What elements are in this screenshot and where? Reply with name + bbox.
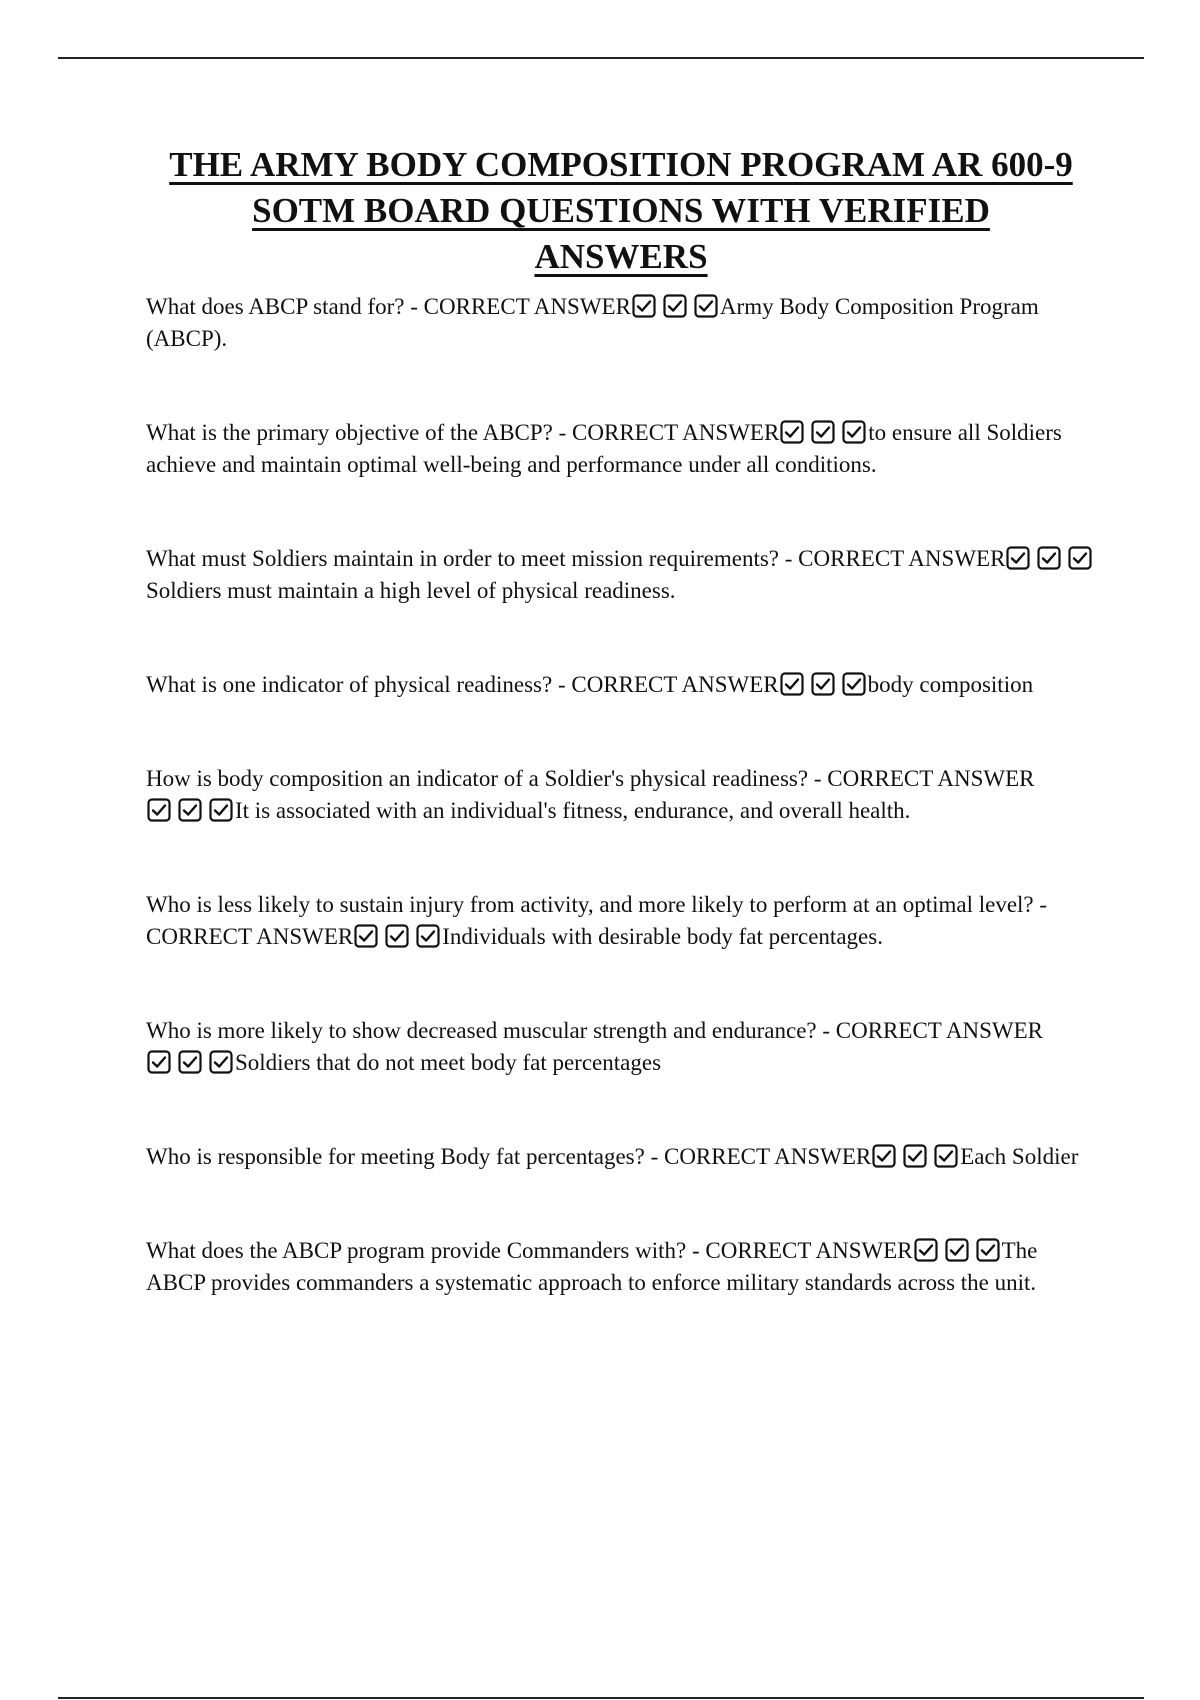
checked-box-icon xyxy=(209,1050,233,1074)
check-marks xyxy=(354,924,440,948)
correct-answer-label: - CORRECT ANSWER xyxy=(557,672,779,697)
title-line-2: SOTM BOARD QUESTIONS WITH VERIFIED xyxy=(252,191,990,230)
document-body xyxy=(146,142,1096,1299)
checked-box-icon xyxy=(903,1144,927,1168)
checked-box-icon xyxy=(872,1144,896,1168)
qa-item xyxy=(146,763,1096,827)
checked-box-icon xyxy=(209,798,233,822)
header-rule xyxy=(58,57,1144,59)
checked-box-icon xyxy=(1068,546,1092,570)
checked-box-icon xyxy=(914,1238,938,1262)
checked-box-icon xyxy=(1006,546,1030,570)
correct-answer-label: - CORRECT ANSWER xyxy=(650,1144,872,1169)
question-text: Who is responsible for meeting Body fat percentages? xyxy=(146,1144,645,1169)
correct-answer-label: - CORRECT ANSWER xyxy=(822,1018,1044,1043)
checked-box-icon xyxy=(945,1238,969,1262)
qa-item xyxy=(146,417,1096,481)
checked-box-icon xyxy=(780,672,804,696)
checked-box-icon xyxy=(694,294,718,318)
checked-box-icon xyxy=(147,1050,171,1074)
qa-item xyxy=(146,543,1096,607)
title-line-3: ANSWERS xyxy=(534,237,708,276)
check-marks xyxy=(147,1050,233,1074)
question-text: What is the primary objective of the ABCP? xyxy=(146,420,553,445)
qa-item xyxy=(146,669,1096,701)
qa-item xyxy=(146,1015,1096,1079)
document-title xyxy=(146,142,1096,280)
checked-box-icon xyxy=(1037,546,1061,570)
qa-item xyxy=(146,889,1096,953)
question-text: Who is more likely to show decreased muscular strength and endurance? xyxy=(146,1018,817,1043)
correct-answer-label: - CORRECT ANSWER xyxy=(784,546,1006,571)
correct-answer-label: - CORRECT ANSWER xyxy=(813,766,1035,791)
checked-box-icon xyxy=(811,672,835,696)
check-marks xyxy=(872,1144,958,1168)
check-marks xyxy=(147,798,233,822)
checked-box-icon xyxy=(632,294,656,318)
check-marks xyxy=(1006,546,1092,570)
answer-text: body composition xyxy=(867,672,1034,697)
check-marks xyxy=(780,672,866,696)
checked-box-icon xyxy=(147,798,171,822)
answer-text: to ensure all Soldiers achieve and maintain optimal well-being and performance under all conditions. xyxy=(146,420,1062,477)
checked-box-icon xyxy=(354,924,378,948)
qa-item xyxy=(146,1141,1096,1173)
question-text: What does the ABCP program provide Commanders with? xyxy=(146,1238,687,1263)
answer-text: Individuals with desirable body fat percentages. xyxy=(442,924,883,949)
checked-box-icon xyxy=(842,672,866,696)
correct-answer-label: - CORRECT ANSWER xyxy=(558,420,780,445)
question-text: What is one indicator of physical readiness? xyxy=(146,672,553,697)
answer-text: Army Body Composition Program (ABCP). xyxy=(146,294,1039,351)
answer-text: Soldiers must maintain a high level of physical readiness. xyxy=(146,578,676,603)
checked-box-icon xyxy=(811,420,835,444)
answer-text: Each Soldier xyxy=(960,1144,1079,1169)
checked-box-icon xyxy=(780,420,804,444)
correct-answer-label: - CORRECT ANSWER xyxy=(146,892,1048,949)
checked-box-icon xyxy=(416,924,440,948)
qa-list xyxy=(146,291,1096,1299)
qa-item xyxy=(146,291,1096,355)
question-text: What must Soldiers maintain in order to meet mission requirements? xyxy=(146,546,780,571)
qa-item xyxy=(146,1235,1096,1299)
question-text: How is body composition an indicator of a Soldier's physical readiness? xyxy=(146,766,809,791)
checked-box-icon xyxy=(934,1144,958,1168)
check-marks xyxy=(914,1238,1000,1262)
correct-answer-label: - CORRECT ANSWER xyxy=(410,294,631,319)
checked-box-icon xyxy=(663,294,687,318)
question-text: Who is less likely to sustain injury from activity, and more likely to perform at an optimal level? xyxy=(146,892,1034,917)
checked-box-icon xyxy=(976,1238,1000,1262)
answer-text: Soldiers that do not meet body fat percentages xyxy=(235,1050,662,1075)
footer-rule xyxy=(58,1697,1144,1699)
checked-box-icon xyxy=(178,1050,202,1074)
correct-answer-label: - CORRECT ANSWER xyxy=(691,1238,913,1263)
title-line-1: THE ARMY BODY COMPOSITION PROGRAM AR 600-9 xyxy=(169,145,1073,184)
check-marks xyxy=(632,294,718,318)
check-marks xyxy=(780,420,866,444)
answer-text: The ABCP provides commanders a systematic approach to enforce military standards across the unit. xyxy=(146,1238,1038,1295)
answer-text: It is associated with an individual's fitness, endurance, and overall health. xyxy=(235,798,911,823)
question-text: What does ABCP stand for? xyxy=(146,294,405,319)
checked-box-icon xyxy=(842,420,866,444)
checked-box-icon xyxy=(178,798,202,822)
checked-box-icon xyxy=(385,924,409,948)
